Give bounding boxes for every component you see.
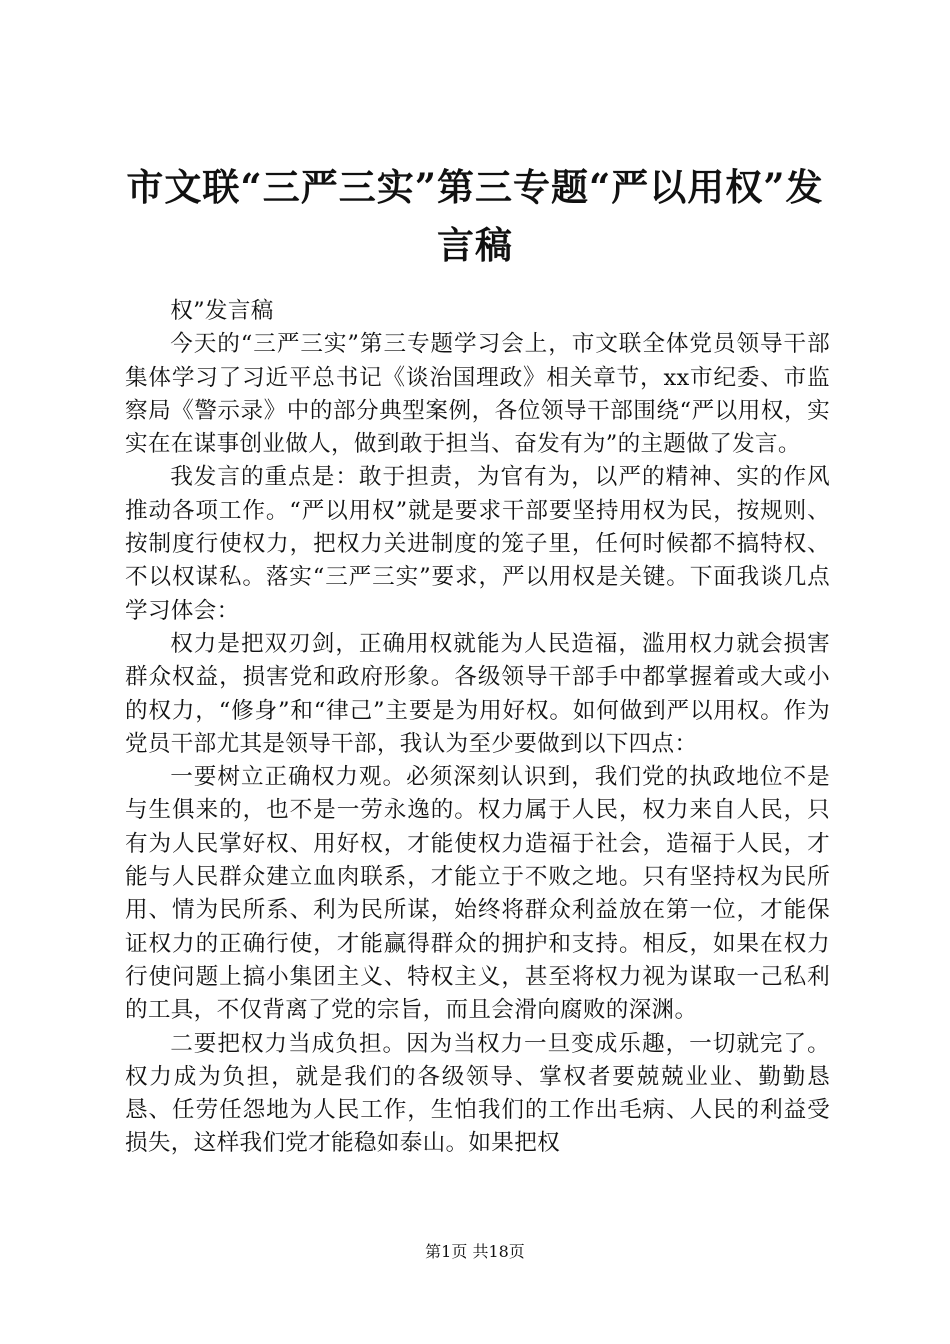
document-body [125,295,830,1161]
paragraph-3: 我发言的重点是：敢于担责，为官有为，以严的精神、实的作风推动各项工作。“严以用权”就是要求干部要坚持用权为民，按规则、按制度行使权力，把权力关进制度的笼子里，任何时候都不搞特权、不以权谋私。落实“三严三实”要求，严以用权是关键。下面我谈几点学习体会： [125,464,830,624]
page-number-footer: 第1页 共18页 [425,1242,525,1261]
document-title: 市文联“三严三实”第三专题“严以用权”发言稿 [126,165,824,267]
paragraph-2: 今天的“三严三实”第三专题学习会上，市文联全体党员领导干部集体学习了习近平总书记《谈治国理政》相关章节，xx市纪委、市监察局《警示录》中的部分典型案例，各位领导干部围绕“严以用权，实实在在谋事创业做人，做到敢于担当、奋发有为”的主题做了发言。 [125,331,830,458]
paragraph-4: 权力是把双刃剑，正确用权就能为人民造福，滥用权力就会损害群众权益，损害党和政府形象。各级领导干部手中都掌握着或大或小的权力，“修身”和“律己”主要是为用好权。如何做到严以用权。作为党员干部尤其是领导干部，我认为至少要做到以下四点： [125,630,830,757]
paragraph-1: 权”发言稿 [170,298,274,324]
paragraph-6: 二要把权力当成负担。因为当权力一旦变成乐趣，一切就完了。权力成为负担，就是我们的各级领导、掌权者要兢兢业业、勤勤恳恳、任劳任怨地为人民工作，生怕我们的工作出毛病、人民的利益受损失，这样我们党才能稳如泰山。如果把权 [125,1030,830,1157]
paragraph-5: 一要树立正确权力观。必须深刻认识到，我们党的执政地位不是与生俱来的，也不是一劳永逸的。权力属于人民，权力来自人民，只有为人民掌好权、用好权，才能使权力造福于社会，造福于人民，才能与人民群众建立血肉联系，才能立于不败之地。只有坚持权为民所用、情为民所系、利为民所谋，始终将群众利益放在第一位，才能保证权力的正确行使，才能赢得群众的拥护和支持。相反，如果在权力行使问题上搞小集团主义、特权主义，甚至将权力视为谋取一己私利的工具，不仅背离了党的宗旨，而且会滑向腐败的深渊。 [125,764,830,1024]
